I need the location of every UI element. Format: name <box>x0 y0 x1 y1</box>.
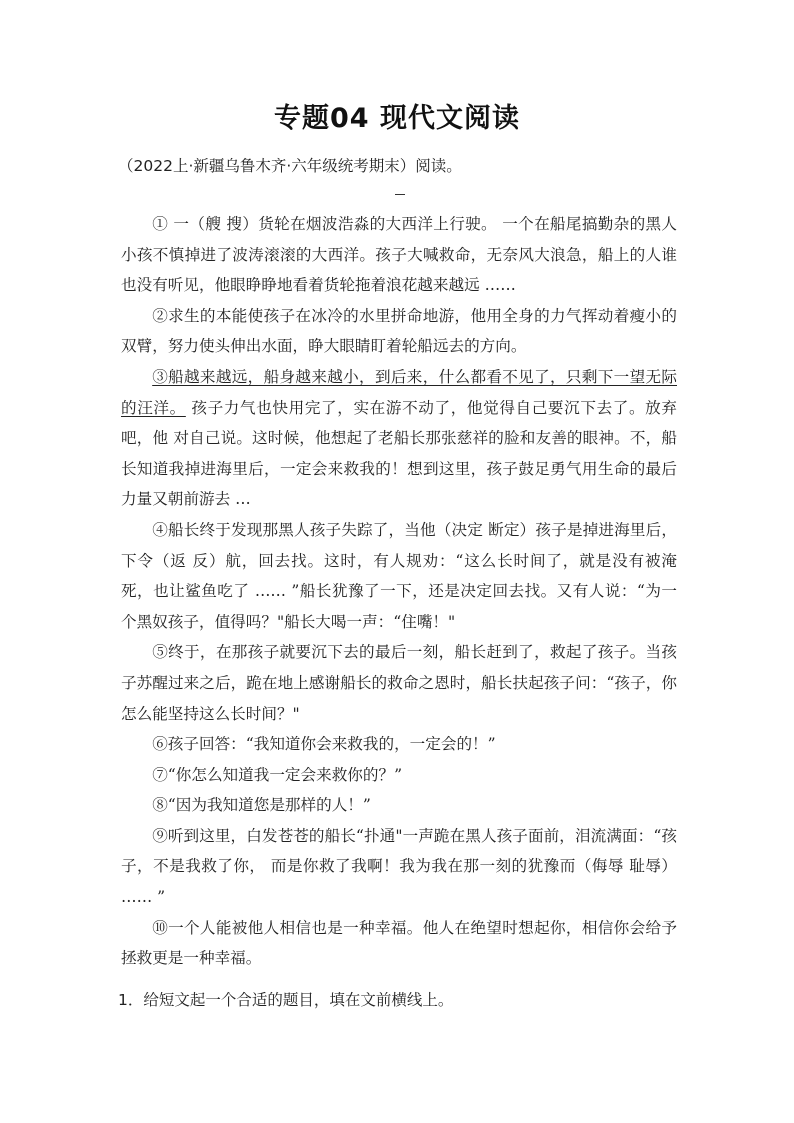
paragraph-2: ②求生的本能使孩子在冰冷的水里拼命地游，他用全身的力气挥动着瘦小的双臂，努力使头伸出水面，睁大眼睛盯着轮船远去的方向。 <box>121 306 677 356</box>
paragraph-1: ① 一（艘 搜）货轮在烟波浩淼的大西洋上行驶。 一个在船尾搞勤杂的黑人 小孩不慎掉进了波涛滚滚的大西洋。孩子大喊救命，无奈风大浪急，船上的人谁也没有听见，他眼睁睁地看着货轮拖着浪花越来越远 …… <box>121 215 677 295</box>
question-1: 1．给短文起一个合适的题目，填在文前横线上。 <box>118 991 454 1009</box>
question-source: （2022上·新疆乌鲁木齐·六年级统考期末）阅读。 <box>118 157 462 175</box>
paragraph-4: ④船长终于发现那黑人孩子失踪了，当他（决定 断定）孩子是掉进海里后，下令（返 反）航，回去找。这时，有人规劝：“这么长时间了，就是没有被淹死，也让鲨鱼吃了 …… ”船长犹豫了一下，还是决定回去找。又有人说：“为一个黑奴孩子，值得吗？"船长大喝一声：“住嘴！" <box>121 520 677 631</box>
paragraph-10: ⑩一个人能被他人相信也是一种幸福。他人在绝望时想起你，相信你会给予拯救更是一种幸福。 <box>121 918 677 968</box>
paragraph-6: ⑥孩子回答：“我知道你会来救我的，一定会的！” <box>152 735 496 754</box>
reading-passage <box>121 209 677 974</box>
paragraph-3 <box>121 362 677 515</box>
title-blank-line <box>395 194 405 195</box>
paragraph-9: ⑨听到这里，白发苍苍的船长“扑通"一声跪在黑人孩子面前，泪流满面：“孩子，不是我救了你， 而是你救了我啊！我为我在那一刻的犹豫而（侮辱 耻辱） …… ” <box>121 826 677 907</box>
paragraph-8: ⑧“因为我知道您是那样的人！” <box>152 796 371 815</box>
underlined-sentence: ③船越来越远，船身越来越小，到后来，什么都看不见了，只剩下一望无际的汪洋。 <box>121 367 677 417</box>
page-title: 专题04 现代文阅读 <box>274 103 520 134</box>
paragraph-7: ⑦“你怎么知道我一定会来救你的？” <box>152 765 403 784</box>
paragraph-5: ⑤终于，在那孩子就要沉下去的最后一刻，船长赶到了，救起了孩子。当孩子苏醒过来之后，跪在地上感谢船长的救命之恩时，船长扶起孩子问：“孩子，你怎么能坚持这么长时间？" <box>121 643 677 723</box>
paragraph-3-rest: 孩子力气也快用完了，实在游不动了，他觉得自己要沉下去了。放弃吧，他 对自己说。这时候，他想起了老船长那张慈祥的脸和友善的眼神。不，船长知道我掉进海里后，一定会来救我的！想到这里，孩子鼓足勇气用生命的最后力量又朝前游去 … <box>121 398 677 509</box>
